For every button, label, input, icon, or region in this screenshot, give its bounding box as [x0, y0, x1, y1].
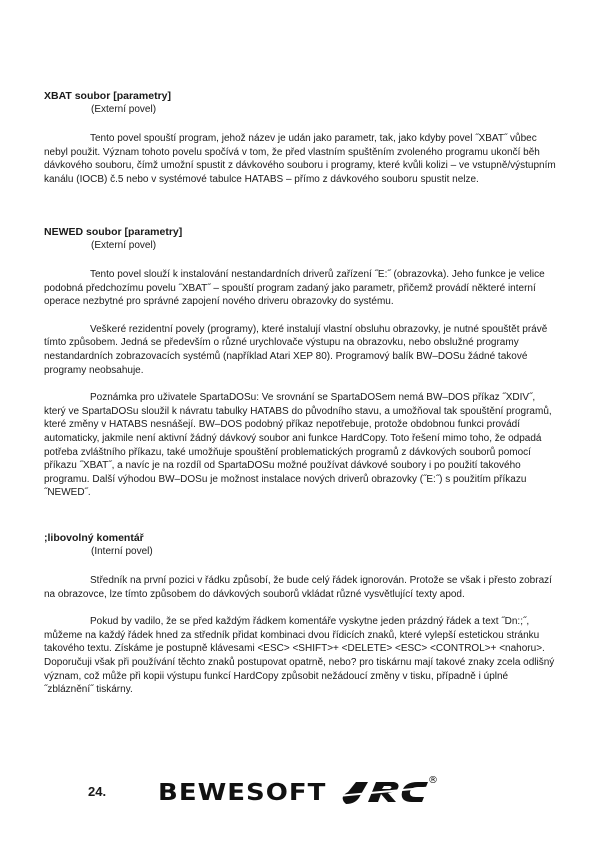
paragraph: Tento povel spouští program, jehož název je udán jako parametr, tak, jako kdyby povel ˝XBAT˝ vůbec nebyl použit. Význam tohoto povelu spočívá v tom, že před vlastním spuštěním zvoleného programu ukončí běh dávkového souboru, čímž umožní spustit z dávkového souboru i programy, které kvůli kolizi – ve vstupně/výstupním kanálu (IOCB) č.5 nebo v systémové tabulce HATABS – přímo z dávkového souboru spustit nelze. — [44, 133, 556, 185]
section-heading: NEWED soubor [parametry] — [44, 226, 183, 238]
section-heading: XBAT soubor [parametry] — [44, 90, 171, 102]
section-subheading: (Interní povel) — [91, 546, 153, 557]
paragraph: Veškeré rezidentní povely (programy), které instalují vlastní obsluhu obrazovky, je nutné spouštět právě tímto způsobem. Jedná se především o různé urychlovače výstupu na obrazovku, nebo obslužné programy nestandardních zobrazovacích systémů (například Atari XEP 80). Programový balík BW–DOSu žádné takové programy neobsahuje. — [44, 323, 548, 376]
section-heading: ;libovolný komentář — [44, 532, 144, 544]
section-xbat — [44, 90, 556, 186]
paragraph: Tento povel slouží k instalování nestandardních driverů zařízení ˝E:˝ (obrazovka). Jeho funkce je velice podobná předchozímu povelu ˝XBAT˝ – spouští program zadaný jako parametr, přičemž provádí některé interní operace nezbytné pro správné zapojení nového driveru obrazovky do systému. — [44, 269, 545, 308]
paragraph: Pokud by vadilo, že se před každým řádkem komentáře vyskytne jeden prázdný řádek a text ˝Dn:;˝, můžeme na každý řádek hned za středník přidat kombinaci dvou řídicích znaků, které vylepší estetickou stránku takového textu. Získáme je postupně klávesami <ESC> <SHIFT>+ <DELETE> <ESC> <CONTROL>+ <nahoru>. Doporučuji však při používání těchto znaků postupovat opatrně, nebo? pro tiskárnu mají takové znaky zcela odlišný význam, což může při kopii výstupu funkcí HardCopy způsobit nežádoucí změny v tisku, případně i úplné ˝zbláznění˝ tiskárny. — [44, 616, 555, 696]
bewesoft-logo: BEWESOFT — [158, 779, 327, 807]
section-subheading: (Externí povel) — [91, 240, 157, 251]
page-number: 24. — [88, 784, 107, 799]
section-subheading: (Externí povel) — [91, 104, 157, 115]
section-comment — [44, 532, 556, 697]
page-footer — [0, 770, 600, 820]
paragraph: Středník na první pozici v řádku způsobí, že bude celý řádek ignorován. Protože se však i přesto zobrazí na obrazovce, lze tímto způsobem do dávkových souborů vkládat různé vysvětlující texty apod. — [44, 575, 552, 600]
registered-mark: ® — [428, 775, 438, 786]
section-newed — [44, 226, 556, 500]
paragraph: Poznámka pro uživatele SpartaDOSu: Ve srovnání se SpartaDOSem nemá BW–DOS příkaz ˝XDIV˝, který ve SpartaDOSu sloužil k návratu tabulky HATABS do původního stavu, a umožňoval tak spouštění programů, které změny v HATABS nesnášejí. BW–DOS podobný příkaz nepotřebuje, protože obdobnou funkci provádí automaticky, jakmile není aktivní žádný dávkový soubor ani funkce HardCopy. Toto řešení mimo toho, že odpadá potřeba zvláštního příkazu, také umožňuje spouštění problematických programů z dávkových souborů pomocí příkazu ˝XBAT˝, a navíc je na rozdíl od SpartaDOSu možné používat dávkové soubory i po použití takového programu. Další výhodou BW–DOSu je možnost instalace nových driverů obrazovky (˝E:˝) s použitím příkazu ˝NEWED˝. — [44, 392, 552, 499]
jrc-logo — [338, 774, 438, 810]
